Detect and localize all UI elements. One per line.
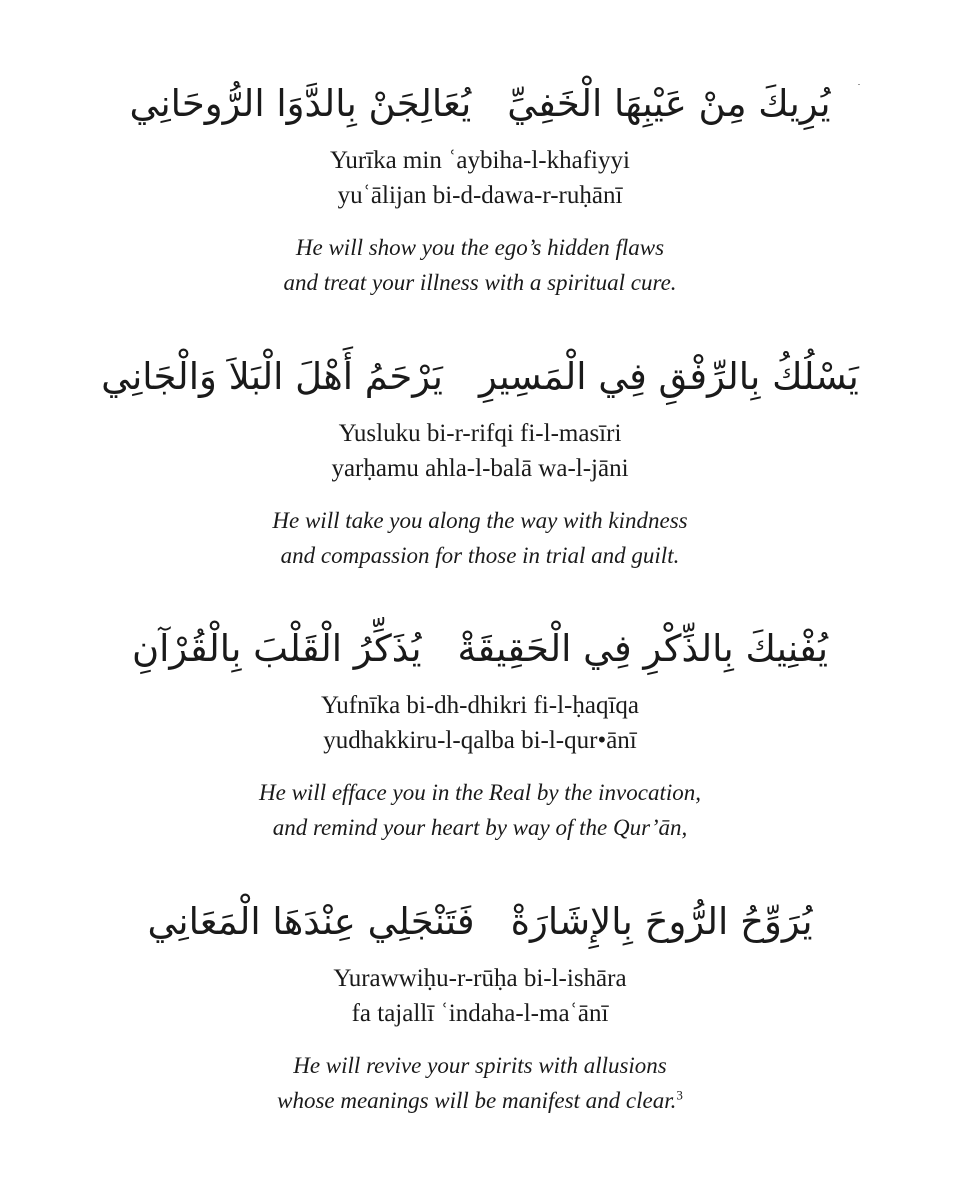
footnote-marker: 3 <box>676 1087 683 1103</box>
translation <box>0 1048 960 1118</box>
arabic-first-hemistich: يُفْنِيكَ بِالذِّكْرِ فِي الْحَقِيقَةْ <box>457 627 829 670</box>
transliteration-line-2: yudhakkiru-l-qalba bi-l-qur•ānī <box>323 727 637 754</box>
translation <box>0 503 960 573</box>
translation-line-1: He will take you along the way with kindness <box>272 508 688 533</box>
arabic-verse <box>0 620 960 678</box>
stanza-4 <box>0 893 960 1118</box>
transliteration-line-1: Yufnīka bi-dh-dhikri fi-l-ḥaqīqa <box>321 692 639 719</box>
transliteration <box>0 143 960 213</box>
translation-line-2: and compassion for those in trial and guilt. <box>280 543 680 568</box>
translation <box>0 775 960 845</box>
translation-line-2: and remind your heart by way of the Qur’ān, <box>272 815 688 840</box>
stanza-1 <box>0 75 960 300</box>
translation-line-2-text: whose meanings will be manifest and clear. <box>277 1088 677 1113</box>
transliteration-line-1: Yurawwiḥu-r-rūḥa bi-l-ishāra <box>333 965 627 992</box>
transliteration-line-2: yuʿālijan bi-d-dawa-r-ruḥānī <box>337 182 623 209</box>
arabic-first-hemistich: يُرَوِّحُ الرُّوحَ بِالإِشَارَةْ <box>510 900 813 943</box>
arabic-second-hemistich: يُذَكِّرُ الْقَلْبَ بِالْقُرْآنِ <box>131 627 422 670</box>
translation <box>0 230 960 300</box>
transliteration-line-2: yarḥamu ahla-l-balā wa-l-jāni <box>331 455 629 482</box>
arabic-first-hemistich: يَسْلُكُ بِالرِّفْقِ فِي الْمَسِيرِ <box>478 355 859 398</box>
stanza-3 <box>0 620 960 845</box>
translation-line-1: He will show you the ego’s hidden flaws <box>295 235 665 260</box>
transliteration <box>0 688 960 758</box>
arabic-verse <box>0 348 960 406</box>
transliteration <box>0 416 960 486</box>
arabic-second-hemistich: فَتَنْجَلِي عِنْدَهَا الْمَعَانِي <box>147 900 475 943</box>
translation-line-2: and treat your illness with a spiritual cure. <box>283 270 677 295</box>
translation-line-1: He will revive your spirits with allusions <box>293 1053 667 1078</box>
arabic-verse <box>0 75 960 133</box>
transliteration-line-1: Yusluku bi-r-rifqi fi-l-masīri <box>338 420 622 447</box>
transliteration-line-2: fa tajallī ʿindaha-l-maʿānī <box>351 1000 609 1027</box>
translation-line-2 <box>0 1083 960 1118</box>
stanza-2 <box>0 348 960 573</box>
arabic-second-hemistich: يُعَالِجَنْ بِالدَّوَا الرُّوحَانِي <box>129 82 472 125</box>
transliteration <box>0 961 960 1031</box>
translation-line-1: He will efface you in the Real by the invocation, <box>259 780 701 805</box>
arabic-verse <box>0 893 960 951</box>
arabic-first-hemistich: يُرِيكَ مِنْ عَيْبِهَا الْخَفِيِّ <box>507 82 831 125</box>
arabic-second-hemistich: يَرْحَمُ أَهْلَ الْبَلاَ وَالْجَانِي <box>101 355 443 398</box>
transliteration-line-1: Yurīka min ʿaybiha-l-khafiyyi <box>330 147 630 174</box>
